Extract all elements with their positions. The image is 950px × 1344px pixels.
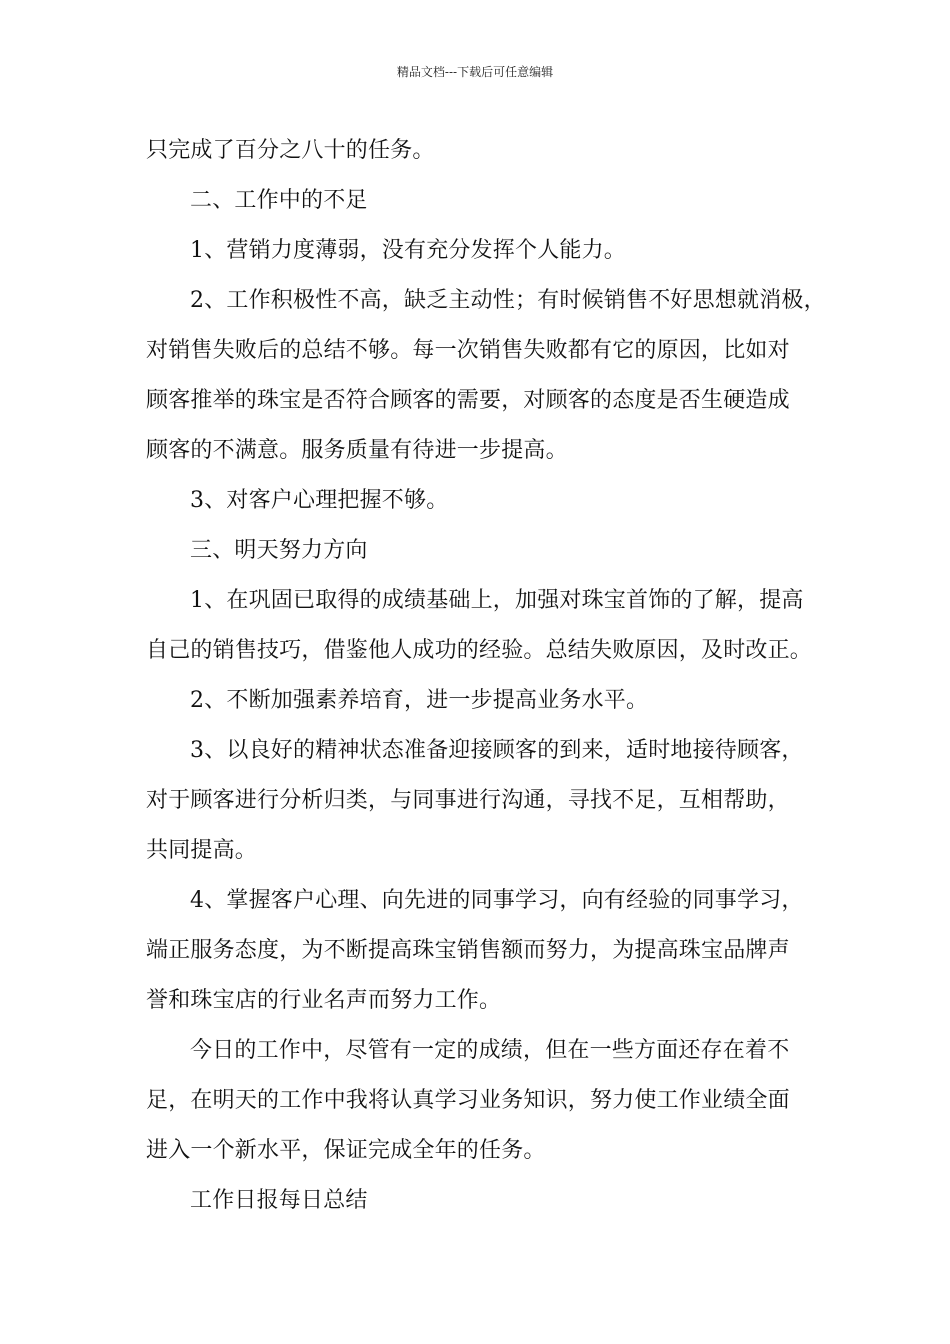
body-line: 顾客推举的珠宝是否符合顾客的需要，对顾客的态度是否生硬造成: [146, 388, 790, 413]
body-line: 2、工作积极性不高，缺乏主动性；有时候销售不好思想就消极，: [190, 288, 826, 313]
body-line: 3、对客户心理把握不够。: [190, 488, 449, 513]
body-line: 1、营销力度薄弱，没有充分发挥个人能力。: [190, 238, 626, 263]
body-line: 誉和珠宝店的行业名声而努力工作。: [146, 988, 502, 1013]
body-line: 对于顾客进行分析归类，与同事进行沟通，寻找不足，互相帮助，: [146, 788, 790, 813]
section-heading: 二、工作中的不足: [190, 188, 368, 213]
body-line: 端正服务态度，为不断提高珠宝销售额而努力，为提高珠宝品牌声: [146, 938, 790, 963]
body-line: 只完成了百分之八十的任务。: [146, 138, 435, 163]
section-heading: 三、明天努力方向: [190, 538, 368, 563]
body-line: 进入一个新水平，保证完成全年的任务。: [146, 1138, 546, 1163]
page-header: 精品文档---下载后可任意编辑: [396, 65, 554, 79]
section-heading: 工作日报每日总结: [190, 1188, 368, 1213]
body-line: 3、以良好的精神状态准备迎接顾客的到来，适时地接待顾客，: [190, 738, 804, 763]
body-line: 自己的销售技巧，借鉴他人成功的经验。总结失败原因，及时改正。: [146, 638, 813, 663]
body-line: 足，在明天的工作中我将认真学习业务知识，努力使工作业绩全面: [146, 1088, 790, 1113]
body-line: 今日的工作中，尽管有一定的成绩，但在一些方面还存在着不: [190, 1038, 790, 1063]
body-line: 1、在巩固已取得的成绩基础上，加强对珠宝首饰的了解，提高: [190, 588, 804, 613]
body-line: 2、不断加强素养培育，进一步提高业务水平。: [190, 688, 649, 713]
body-line: 共同提高。: [146, 838, 258, 863]
body-line: 4、掌握客户心理、向先进的同事学习，向有经验的同事学习，: [190, 888, 804, 913]
body-line: 顾客的不满意。服务质量有待进一步提高。: [146, 438, 568, 463]
body-line: 对销售失败后的总结不够。每一次销售失败都有它的原因，比如对: [146, 338, 790, 363]
document-body: [146, 126, 826, 1226]
